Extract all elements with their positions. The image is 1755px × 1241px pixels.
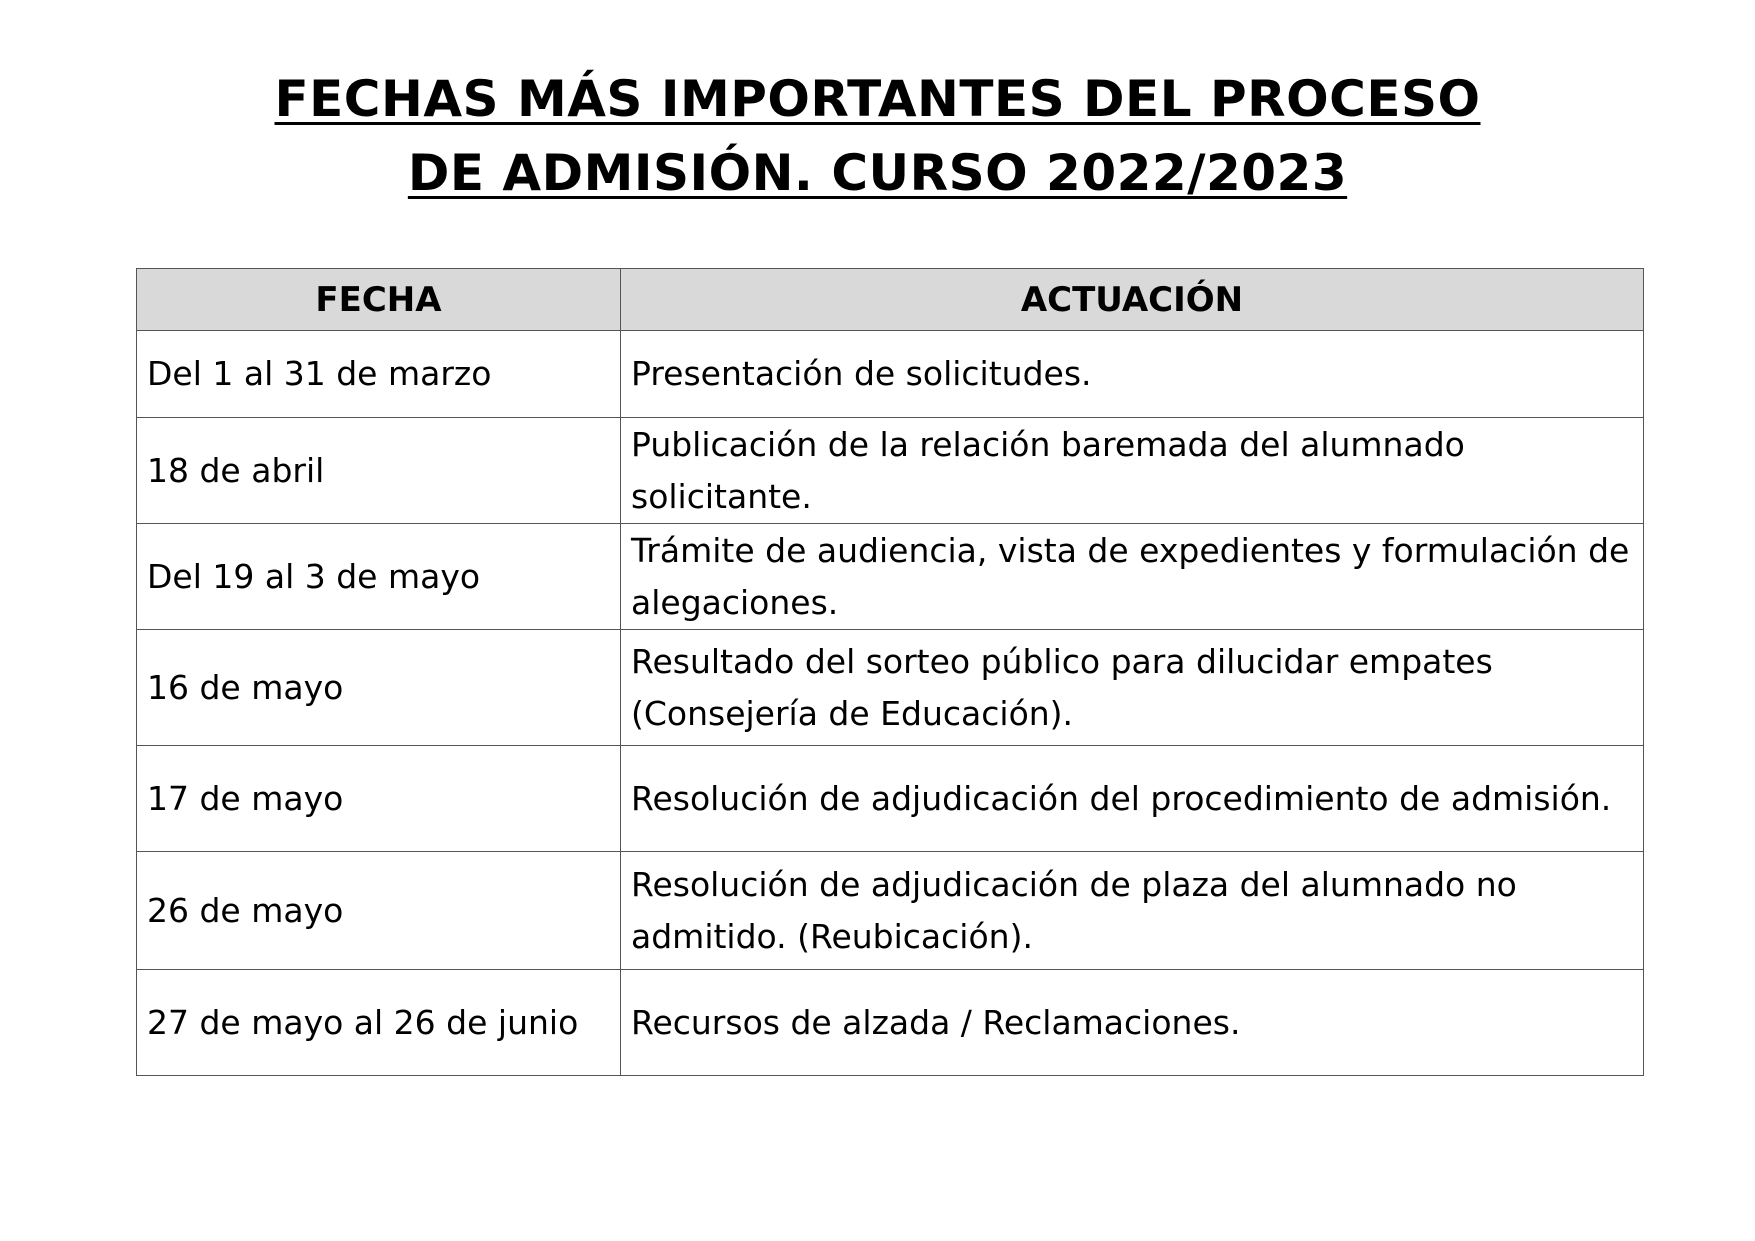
cell-fecha: Del 19 al 3 de mayo: [137, 524, 621, 630]
cell-fecha: 17 de mayo: [137, 746, 621, 852]
cell-actuacion: Presentación de solicitudes.: [621, 331, 1644, 418]
cell-fecha: 16 de mayo: [137, 630, 621, 746]
table-row: [137, 852, 1644, 970]
cell-fecha: 27 de mayo al 26 de junio: [137, 970, 621, 1076]
header-actuacion: ACTUACIÓN: [621, 269, 1644, 331]
cell-actuacion: Resolución de adjudicación de plaza del alumnado no admitido. (Reubicación).: [621, 852, 1644, 970]
cell-actuacion: Resultado del sorteo público para dilucidar empates (Consejería de Educación).: [621, 630, 1644, 746]
cell-actuacion: Recursos de alzada / Reclamaciones.: [621, 970, 1644, 1076]
cell-fecha: Del 1 al 31 de marzo: [137, 331, 621, 418]
page-title: [0, 62, 1755, 210]
table-header-row: [137, 269, 1644, 331]
cell-fecha: 18 de abril: [137, 418, 621, 524]
table-row: [137, 746, 1644, 852]
cell-actuacion: Trámite de audiencia, vista de expedientes y formulación de alegaciones.: [621, 524, 1644, 630]
table-row: [137, 630, 1644, 746]
dates-table: [136, 268, 1644, 1076]
title-line-1: FECHAS MÁS IMPORTANTES DEL PROCESO: [274, 70, 1481, 128]
header-fecha: FECHA: [137, 269, 621, 331]
cell-actuacion: Publicación de la relación baremada del alumnado solicitante.: [621, 418, 1644, 524]
table-row: [137, 418, 1644, 524]
cell-actuacion: Resolución de adjudicación del procedimiento de admisión.: [621, 746, 1644, 852]
table-row: [137, 524, 1644, 630]
cell-fecha: 26 de mayo: [137, 852, 621, 970]
table-row: [137, 970, 1644, 1076]
table-row: [137, 331, 1644, 418]
title-line-2: DE ADMISIÓN. CURSO 2022/2023: [407, 144, 1348, 202]
